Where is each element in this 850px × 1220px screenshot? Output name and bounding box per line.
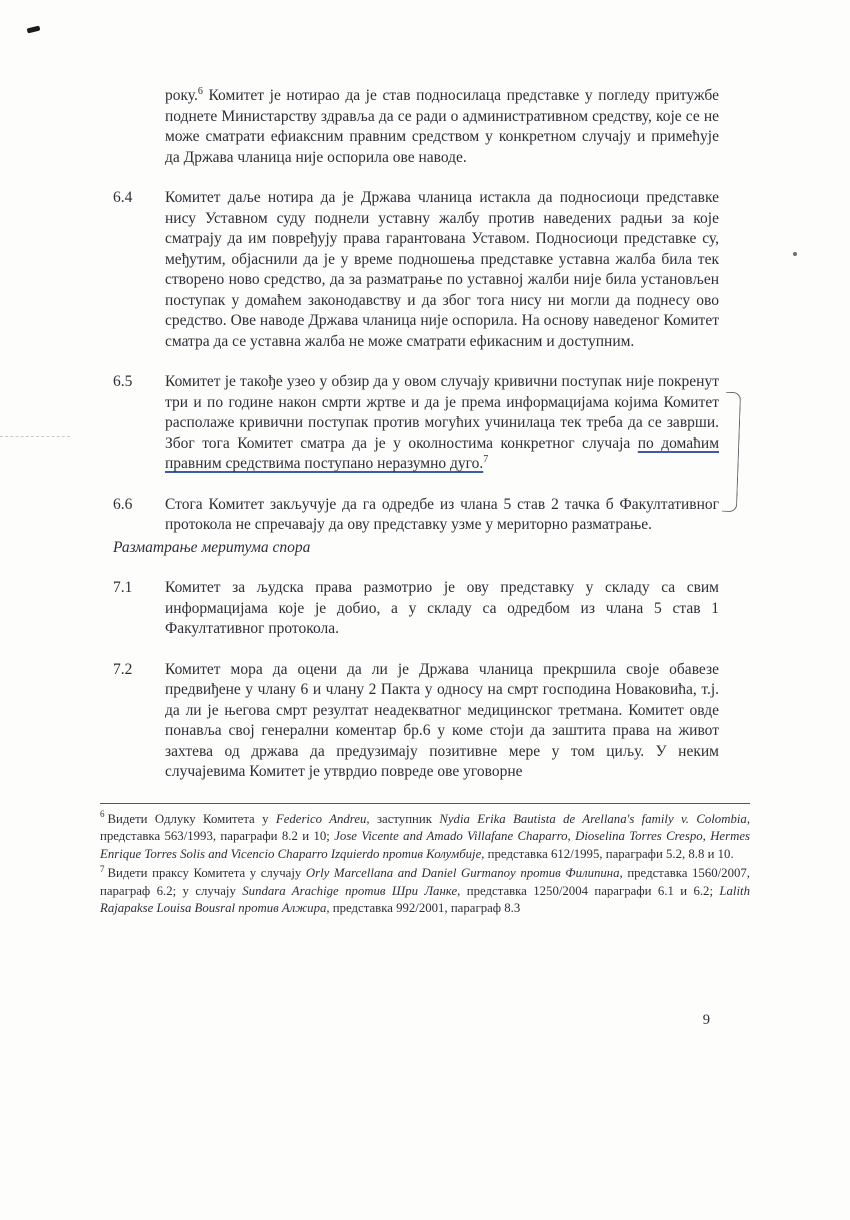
paragraph-number: 6.4 <box>113 189 133 206</box>
footnote-ref-7: 7 <box>483 453 489 465</box>
footnotes-section <box>100 803 750 919</box>
intro-lead: року. <box>165 87 198 104</box>
ink-dot-artifact <box>793 252 797 256</box>
paragraph-text: Комитет мора да оцени да ли је Држава чланица прекршила своје обавезе предвиђене у члану 6 и члану 2 Пакта у односу на смрт господина Новаковића, т.ј. да ли је његова смрт резултат неадекватног медицинског третмана. Комитет овде понавља свој генерални коментар бр.6 у коме стоји да заштита права на живот захтева од држава да предузимају позитивне мере у том циљу. У неким случајевима Комитет је утврдио повреде ове уговорне <box>165 660 719 780</box>
paragraph-intro <box>113 86 719 168</box>
footnote-7-text: , представка 1560/2007, параграф 6.2; у случају <box>100 866 750 898</box>
paragraph-number <box>113 86 165 168</box>
footnote-marker-7: 7 <box>100 864 105 875</box>
footnote-6-case: Federico Andreu <box>275 811 367 826</box>
paragraph-text: Стога Комитет закључује да га одредбе из члана 5 став 2 тачка б Факултативног протокола не спречавају да ову представку узме у мериторно разматрање. <box>165 495 719 533</box>
footnote-6-case: Nydia Erika Bautista de Arellana's family v. Colombia <box>439 811 747 826</box>
footnote-7 <box>100 865 750 918</box>
paragraph-text: Комитет за људска права размотрио је ову представку у складу са свим информацијама које је добио, а у складу са одредбом из члана 5 став 1 Факултативног протокола. <box>165 579 719 637</box>
intro-text: Комитет је нотирао да је став подносилаца представке у погледу притужбе поднете Министарству здравља да се ради о административном средству, које се не може сматрати ефиаксним правним средством у конкретном случају и примећује да Држава чланица није оспорила ове наводе. <box>165 87 719 166</box>
footnote-marker-6: 6 <box>100 809 105 820</box>
underlined-annotation: по домаћим правним средствима поступано неразумно дуго. <box>165 434 719 472</box>
scan-line-artifact <box>0 436 70 437</box>
footnote-6-text: Видети Одлуку Комитета у <box>107 811 276 826</box>
footnote-7-case: Lalith Rajapakse Louisa Bousral против Алжира <box>100 883 750 916</box>
footnote-7-case: Orly Marcellana and Daniel Gurmanoy против Филипина <box>305 866 620 881</box>
paragraph-6-5-pre: Комитет је такође узео у обзир да у овом случају кривични поступак није покренут три и по године након смрти жртве и да је према информацијама којима Комитет располаже кривични поступак против могућих учинилаца тек треба да се заврши. Због тога Комитет сматра да је у околностима конкретног случаја <box>165 373 719 452</box>
footnote-6-case: Jose Vicente and Amado Villafane Chaparro, Dioselina Torres Crespo, Hermes Enrique Torres Solis and Vicencio Chaparro Izquierdo против Колумбије <box>100 829 750 861</box>
paragraph-text <box>165 372 719 475</box>
section-heading-merits: Разматрање меритума спора <box>113 538 311 556</box>
paragraph-6-6 <box>113 495 719 536</box>
paragraph-number: 6.6 <box>113 495 133 513</box>
footnote-6-text: , заступник <box>366 811 440 826</box>
paragraph-6-4 <box>113 188 719 352</box>
footnote-7-case: Sundara Arachige против Шри Ланке <box>242 883 458 898</box>
footnote-6-text: , представка 563/1993, параграфи 8.2 и 10; <box>100 811 751 844</box>
document-content <box>100 85 751 920</box>
paragraph-number: 6.5 <box>113 373 133 390</box>
footnote-7-text: Видети праксу Комитета у случају <box>107 866 306 881</box>
footnote-ref-6: 6 <box>197 85 203 97</box>
paragraph-7-1 <box>113 578 719 640</box>
margin-bracket-annotation <box>722 392 741 512</box>
paragraph-text <box>165 86 719 168</box>
paragraph-number: 7.1 <box>113 579 133 596</box>
footnote-6-text: , представка 612/1995, параграфи 5.2, 8.8 и 10. <box>481 846 734 861</box>
page-number: 9 <box>702 1012 710 1028</box>
footnote-6 <box>100 811 750 864</box>
paragraph-7-2 <box>113 660 719 783</box>
paragraph-text: Комитет даље нотира да је Држава чланица истакла да подносиоци представке нису Уставном суду поднели уставну жалбу против наведених радњи за које сматрају да им повређују права гарантована Уставом. Подносиоци представке су, међутим, објаснили да је у време подношења представке уставна жалба била тек створено ново средство, да за разматрање по уставној жалби није била установљен поступак у домаћем законодавству и да због тога нису ни могли да поднесу ово средство. Ове наводе Држава чланица није оспорила. На основу наведеног Комитет сматра да се уставна жалба не може сматрати ефикасним и доступним. <box>165 189 719 350</box>
footnote-7-text: , представка 992/2001, параграф 8.3 <box>326 901 521 916</box>
paragraph-6-5 <box>113 372 719 475</box>
scan-mark-artifact <box>27 26 41 34</box>
paragraph-number: 7.2 <box>113 660 133 678</box>
footnote-7-text: , представка 1250/2004 параграфи 6.1 и 6.2; <box>457 883 720 898</box>
